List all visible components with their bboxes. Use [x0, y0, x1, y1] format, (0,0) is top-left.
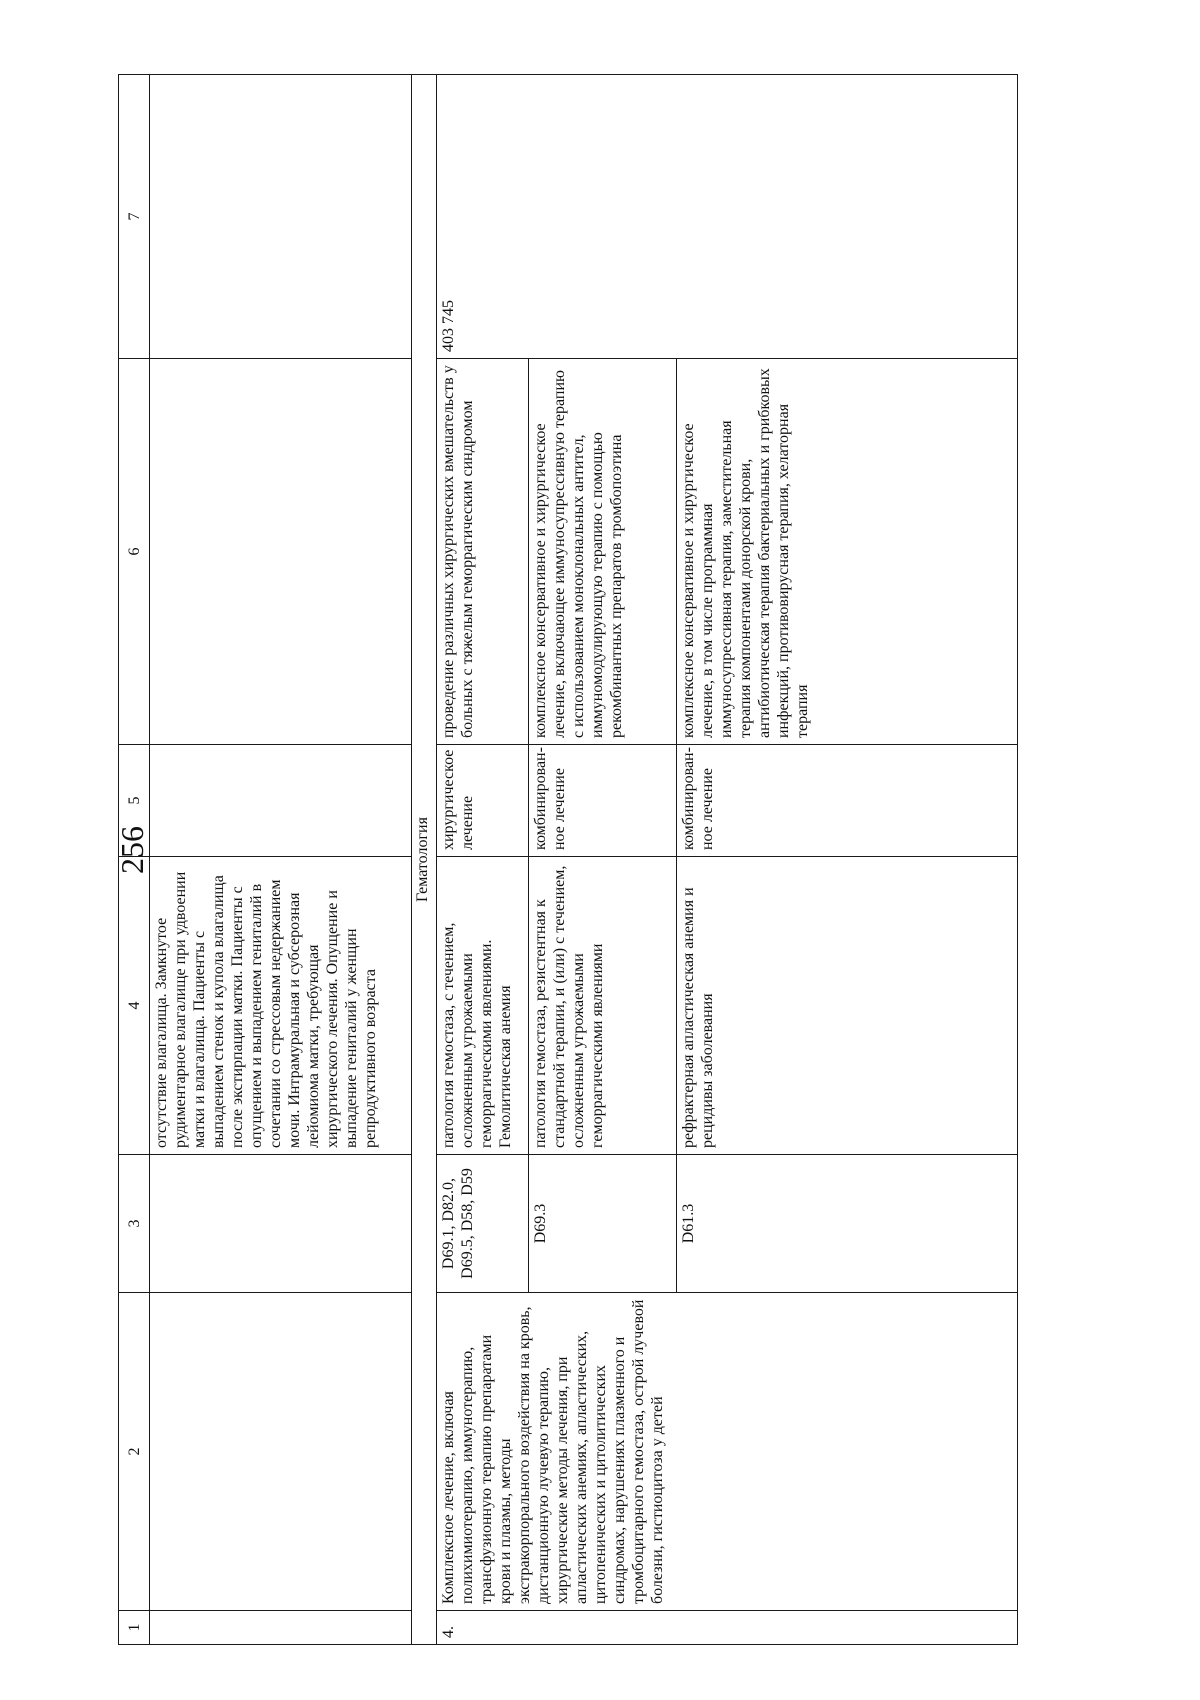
header-col-3: 3	[119, 1155, 150, 1293]
treatment-table	[118, 74, 1018, 1645]
continuation-col-5	[150, 745, 412, 857]
header-col-2: 2	[119, 1293, 150, 1611]
header-row	[119, 75, 150, 1645]
entry-name: Комплексное лечение, включая полихимиотерапию, иммунотерапию, трансфузионную терапию препаратами крови и плазмы, методы экстракорпорального воздействия на кровь, дистанционную лучевую терапию, хирургические методы лечения, при апластических анемиях, апластических, цитопенических и цитолитических синдромах, нарушениях плазменного и тромбоцитарного гемостаза, острой лучевой болезни, гистиоцитоза у детей	[437, 1293, 1018, 1611]
entry-codes-2: D69.3	[529, 1155, 677, 1293]
rotated-page	[118, 75, 1018, 1645]
entry-model-1: патология гемостаза, с течением, осложненным угрожаемыми геморрагическими явлениями. Гемолитическая анемия	[437, 857, 529, 1155]
continuation-col-6	[150, 359, 412, 745]
entry-method-1: проведение различных хирургических вмешательств у больных с тяжелым геморрагическим синдромом	[437, 359, 529, 745]
continuation-col-7	[150, 75, 412, 359]
entry-type-1: хирургическое лечение	[437, 745, 529, 857]
header-col-5: 5	[119, 745, 150, 857]
entry-method-2: комплексное консервативное и хирургическое лечение, включающее иммуносупрессивную терапию с использованием моноклональных антител, иммуномодулирующую терапию с помощью рекомбинантных препаратов тромбопоэтина	[529, 359, 677, 745]
continuation-col-2	[150, 1293, 412, 1611]
entry-type-3: комбинирован-ное лечение	[677, 745, 1018, 857]
header-col-6: 6	[119, 359, 150, 745]
entry-model-3: рефрактерная апластическая анемия и рецидивы заболевания	[677, 857, 1018, 1155]
section-title: Гематология	[412, 75, 437, 1645]
section-row	[412, 75, 437, 1645]
continuation-col-3	[150, 1155, 412, 1293]
entry-number: 4.	[437, 1611, 1018, 1645]
header-col-4: 4	[119, 857, 150, 1155]
entry-cost: 403 745	[437, 75, 1018, 359]
entry-type-2: комбинирован-ное лечение	[529, 745, 677, 857]
entry-codes-3: D61.3	[677, 1155, 1018, 1293]
header-col-7: 7	[119, 75, 150, 359]
entry-method-3: комплексное консервативное и хирургическое лечение, в том числе программная иммуносупрессивная терапия, заместительная терапия компонентами донорской крови, антибиотическая терапия бактериальных и грибковых инфекций, противовирусная терапия, хелаторная терапия	[677, 359, 1018, 745]
entry-model-2: патология гемостаза, резистентная к стандартной терапии, и (или) с течением, осложненным угрожаемыми геморрагическими явлениями	[529, 857, 677, 1155]
entry-codes-1: D69.1, D82.0, D69.5, D58, D59	[437, 1155, 529, 1293]
page-number: 256	[114, 826, 150, 874]
continuation-row	[150, 75, 412, 1645]
continuation-col-1	[150, 1611, 412, 1645]
continuation-model-cell: отсутствие влагалища. Замкнутое рудиментарное влагалище при удвоении матки и влагалища. Пациенты с выпадением стенок и купола влагалища после экстирпации матки. Пациенты с опущением и выпадением гениталий в сочетании со стрессовым недержанием мочи. Интрамуральная и субсерозная лейомиома матки, требующая хирургического лечения. Опущение и выпадение гениталий у женщин репродуктивного возраста	[150, 857, 412, 1155]
header-col-1: 1	[119, 1611, 150, 1645]
entry-row-1	[437, 75, 529, 1645]
